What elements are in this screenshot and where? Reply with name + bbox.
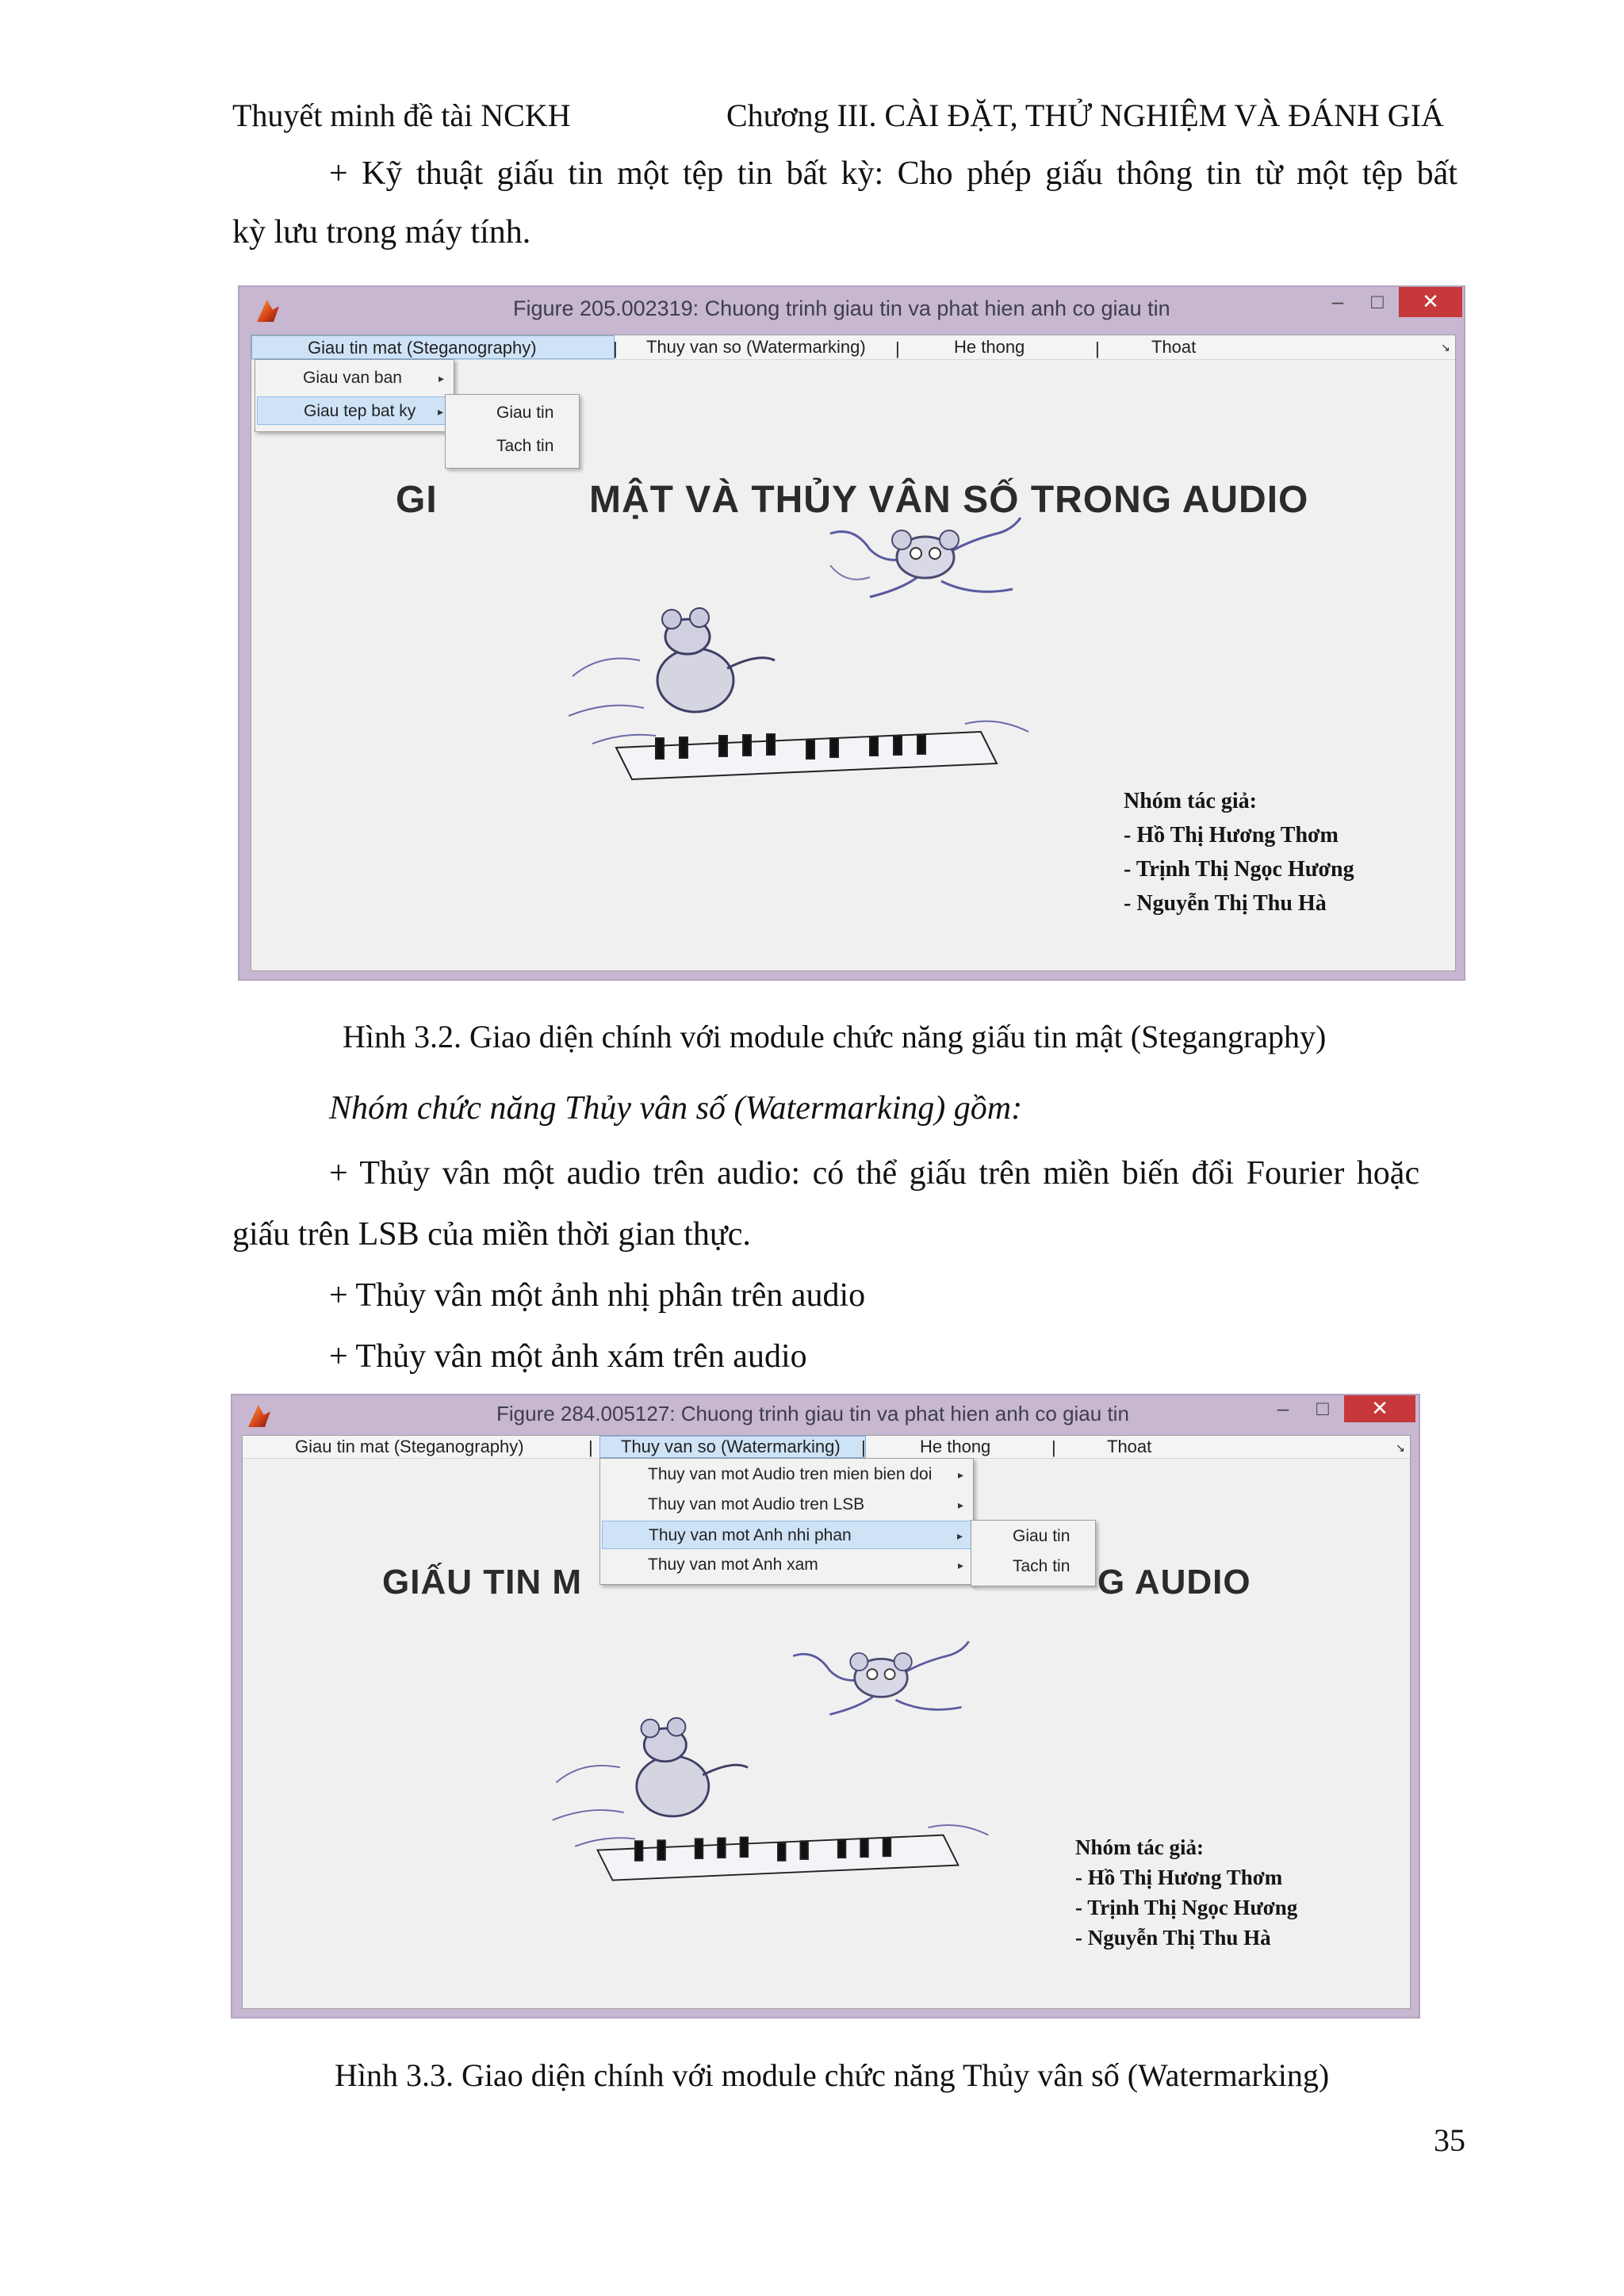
- section2-item3: + Thủy vân một ảnh xám trên audio: [329, 1338, 807, 1375]
- section2-heading: Nhóm chức năng Thủy vân số (Watermarking) gồm:: [329, 1090, 1023, 1127]
- menu-watermarking[interactable]: Thuy van so (Watermarking): [599, 1436, 866, 1458]
- figure2-submenu: [971, 1520, 1096, 1586]
- figure2-client: [242, 1435, 1411, 2009]
- menu-separator: |: [1051, 1437, 1056, 1457]
- intro-line-1: + Kỹ thuật giấu tin một tệp tin bất kỳ: Cho phép giấu thông tin từ một tệp bất: [329, 155, 1457, 192]
- menu-he-thong[interactable]: He thong: [954, 337, 1025, 357]
- menu-thoat[interactable]: Thoat: [1151, 337, 1197, 357]
- menu-item-label: Giau van ban: [303, 369, 402, 387]
- figure1-caption: Hình 3.2. Giao diện chính với module chức năng giấu tin mật (Stegangraphy): [343, 1019, 1327, 1054]
- maximize-icon[interactable]: □: [1316, 1396, 1329, 1420]
- figure2-window-title: Figure 284.005127: Chuong trinh giau tin va phat hien anh co giau tin: [496, 1402, 1129, 1425]
- figure1-titlebar: [239, 287, 1464, 335]
- matlab-icon: [248, 1405, 270, 1427]
- menu-item-label: Thuy van mot Audio tren mien bien doi: [648, 1465, 933, 1483]
- menu-thoat[interactable]: Thoat: [1107, 1437, 1152, 1456]
- close-icon[interactable]: ✕: [1399, 287, 1462, 317]
- page-number: 35: [1434, 2122, 1465, 2158]
- figure1-banner-left: GI: [396, 479, 438, 521]
- close-icon[interactable]: ✕: [1344, 1395, 1415, 1422]
- mouse-jumping-illustration: [822, 510, 1028, 613]
- menu-steganography[interactable]: Giau tin mat (Steganography): [295, 1437, 524, 1456]
- figure1-banner-right: MẬT VÀ THỦY VÂN SỐ TRONG AUDIO: [589, 479, 1309, 521]
- menu-separator: |: [895, 339, 900, 358]
- section2-item1-line1: + Thủy vân một audio trên audio: có thể giấu trên miền biến đổi Fourier hoặc: [329, 1155, 1420, 1192]
- minimize-icon[interactable]: –: [1277, 1396, 1289, 1420]
- author-2: - Trịnh Thị Ngọc Hương: [1124, 857, 1354, 882]
- menu-item-audio-lsb[interactable]: [602, 1490, 971, 1519]
- authors-heading: Nhóm tác giả:: [1124, 789, 1257, 813]
- menu-separator: |: [1095, 339, 1100, 358]
- menu-separator: |: [613, 339, 618, 358]
- menu-item-label: Giau tep bat ky: [304, 402, 416, 420]
- submenu-arrow-icon: ▸: [957, 1468, 963, 1481]
- menu-he-thong[interactable]: He thong: [920, 1437, 991, 1456]
- submenu-item-tach-tin[interactable]: Tach tin: [1013, 1557, 1071, 1575]
- author-2: - Trịnh Thị Ngọc Hương: [1075, 1896, 1298, 1919]
- menu-item-label: Thuy van mot Anh nhi phan: [649, 1526, 852, 1544]
- figure2-titlebar: [232, 1395, 1419, 1435]
- mouse-piano-illustration: [569, 605, 1044, 787]
- figure2-authors: [1075, 1832, 1297, 1953]
- figure2-window: [231, 1394, 1420, 2019]
- menu-item-giau-tep-bat-ky[interactable]: [257, 396, 452, 425]
- author-3: - Nguyễn Thị Thu Hà: [1075, 1926, 1271, 1950]
- header-left: Thuyết minh đề tài NCKH: [232, 98, 571, 133]
- menu-item-audio-mien-bien-doi[interactable]: [602, 1460, 971, 1489]
- maximize-icon[interactable]: □: [1371, 289, 1384, 313]
- submenu-item-giau-tin[interactable]: Giau tin: [1013, 1527, 1071, 1545]
- menu-item-label: Thuy van mot Anh xam: [648, 1556, 818, 1574]
- authors-heading: Nhóm tác giả:: [1075, 1835, 1204, 1859]
- figure1-dropdown: [255, 359, 454, 432]
- section2-item2: + Thủy vân một ảnh nhị phân trên audio: [329, 1277, 866, 1314]
- menubar-corner-icon: ↘: [1441, 341, 1450, 354]
- intro-line-2: kỳ lưu trong máy tính.: [232, 214, 531, 251]
- author-1: - Hồ Thị Hương Thơm: [1124, 823, 1339, 848]
- minimize-icon[interactable]: –: [1331, 289, 1344, 313]
- figure1-window: [238, 285, 1465, 981]
- submenu-item-tach-tin[interactable]: Tach tin: [496, 437, 554, 455]
- menu-item-anh-xam[interactable]: [602, 1551, 971, 1579]
- submenu-arrow-icon: ▸: [437, 405, 443, 418]
- menu-item-anh-nhi-phan[interactable]: [602, 1521, 971, 1549]
- figure2-banner-left: GIẤU TIN M: [382, 1563, 582, 1601]
- menu-separator: |: [588, 1437, 593, 1457]
- submenu-arrow-icon: ▸: [438, 372, 444, 385]
- figure1-menubar: [251, 335, 1455, 360]
- menu-item-giau-van-ban[interactable]: [257, 364, 452, 392]
- submenu-item-giau-tin[interactable]: Giau tin: [496, 404, 554, 422]
- section2-item1-line2: giấu trên LSB của miền thời gian thực.: [232, 1216, 751, 1253]
- menu-item-label: Thuy van mot Audio tren LSB: [648, 1495, 865, 1513]
- figure1-authors: [1124, 784, 1354, 920]
- mouse-piano-illustration: [552, 1715, 1004, 1888]
- menu-watermarking[interactable]: Thuy van so (Watermarking): [646, 337, 866, 357]
- figure2-caption: Hình 3.3. Giao diện chính với module chức năng Thủy vân số (Watermarking): [335, 2057, 1330, 2093]
- menubar-corner-icon: ↘: [1396, 1441, 1405, 1454]
- menu-steganography[interactable]: Giau tin mat (Steganography): [251, 335, 615, 359]
- menu-separator: |: [861, 1437, 866, 1457]
- figure2-banner-right: G AUDIO: [1097, 1563, 1251, 1601]
- figure2-dropdown: [599, 1458, 974, 1585]
- author-3: - Nguyễn Thị Thu Hà: [1124, 891, 1327, 916]
- matlab-icon: [257, 300, 279, 322]
- submenu-arrow-icon: ▸: [956, 1529, 963, 1542]
- figure1-client: [251, 335, 1456, 971]
- submenu-arrow-icon: ▸: [957, 1559, 963, 1571]
- figure1-submenu: [445, 394, 580, 469]
- figure1-window-title: Figure 205.002319: Chuong trinh giau tin va phat hien anh co giau tin: [513, 297, 1170, 320]
- header-right: Chương III. CÀI ĐẶT, THỬ NGHIỆM VÀ ĐÁNH GIÁ: [726, 98, 1444, 133]
- submenu-arrow-icon: ▸: [957, 1498, 963, 1511]
- author-1: - Hồ Thị Hương Thơm: [1075, 1866, 1283, 1889]
- figure2-menubar: [243, 1436, 1410, 1459]
